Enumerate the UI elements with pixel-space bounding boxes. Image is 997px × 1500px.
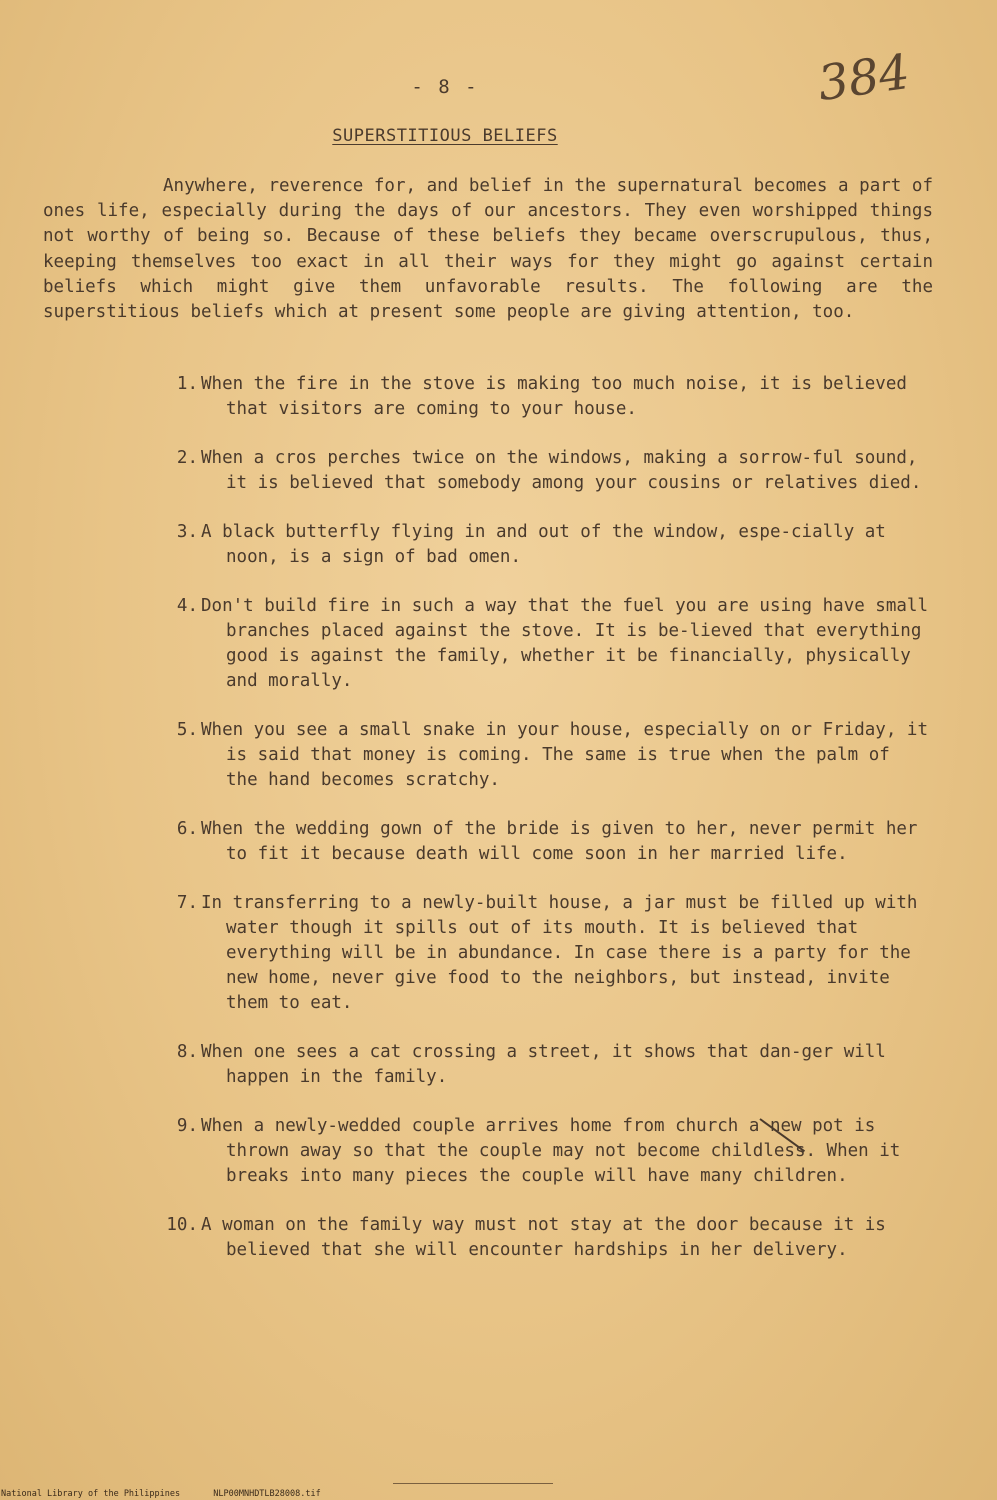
belief-number: 7.	[176, 893, 198, 913]
belief-text: When the wedding gown of the bride is given to her, never permit her to fit it because death will come soon in her married life.	[201, 819, 918, 864]
belief-number: 1.	[176, 374, 198, 394]
belief-item-6	[150, 817, 930, 867]
footer-filename: NLP00MNHDTLB28008.tif	[213, 1489, 321, 1499]
belief-item-7	[150, 891, 930, 1016]
belief-text: In transferring to a newly-built house, a jar must be filled up with water though it spills out of its mouth. It is believed that everything will be in abundance. In case there is a party for the new home, never give food to the neighbors, but instead, invite them to eat.	[201, 893, 918, 1013]
belief-item-2	[150, 446, 930, 496]
belief-item-5	[150, 718, 930, 793]
belief-number: 10.	[166, 1215, 198, 1235]
belief-text: When one sees a cat crossing a street, it shows that dan-ger will happen in the family.	[201, 1042, 886, 1087]
belief-text: When a newly-wedded couple arrives home from church a new pot is thrown away so that the couple may not become childless. When it breaks into many pieces the couple will have many children.	[201, 1116, 901, 1186]
belief-item-1	[150, 372, 930, 422]
handwritten-page-number: 384	[814, 43, 914, 113]
belief-number: 8.	[176, 1042, 198, 1062]
belief-number: 3.	[176, 522, 198, 542]
footer-library: National Library of the Philippines	[1, 1489, 181, 1499]
belief-text: When you see a small snake in your house, especially on or Friday, it is said that money is coming. The same is true when the palm of the hand becomes scratchy.	[201, 720, 928, 790]
belief-number: 6.	[176, 819, 198, 839]
page-number: - 8 -	[411, 76, 479, 98]
belief-number: 2.	[176, 448, 198, 468]
belief-item-4	[150, 594, 930, 694]
belief-text: Don't build fire in such a way that the fuel you are using have small branches placed against the stove. It is be-lieved that everything good is against the family, whether it be financially, physically and morally.	[201, 596, 928, 691]
belief-text: A black butterfly flying in and out of the window, espe-cially at noon, is a sign of bad omen.	[201, 522, 886, 567]
belief-item-9	[150, 1114, 930, 1189]
beliefs-list	[150, 372, 930, 1287]
belief-number: 5.	[176, 720, 198, 740]
belief-text: A woman on the family way must not stay at the door because it is believed that she will encounter hardships in her delivery.	[201, 1215, 886, 1260]
belief-text: When a cros perches twice on the windows, making a sorrow-ful sound, it is believed that somebody among your cousins or relatives died.	[201, 448, 922, 493]
bottom-rule	[393, 1483, 553, 1484]
scan-footer	[1, 1489, 349, 1499]
belief-number: 4.	[176, 596, 198, 616]
belief-item-8	[150, 1040, 930, 1090]
belief-item-3	[150, 520, 930, 570]
belief-text: When the fire in the stove is making too much noise, it is believed that visitors are coming to your house.	[201, 374, 907, 419]
belief-item-10	[150, 1213, 930, 1263]
intro-paragraph: Anywhere, reverence for, and belief in the supernatural becomes a part of ones life, especially during the days of our ancestors. They even worshipped things not worthy of being so. Because of these beliefs they became overscrupulous, thus, keeping themselves too exact in all their ways for they might go against certain beliefs which might give them unfavorable results. The following are the superstitious beliefs which at present some people are giving attention, too.	[43, 176, 933, 323]
page-title: SUPERSTITIOUS BELIEFS	[332, 126, 558, 146]
belief-number: 9.	[176, 1116, 198, 1136]
